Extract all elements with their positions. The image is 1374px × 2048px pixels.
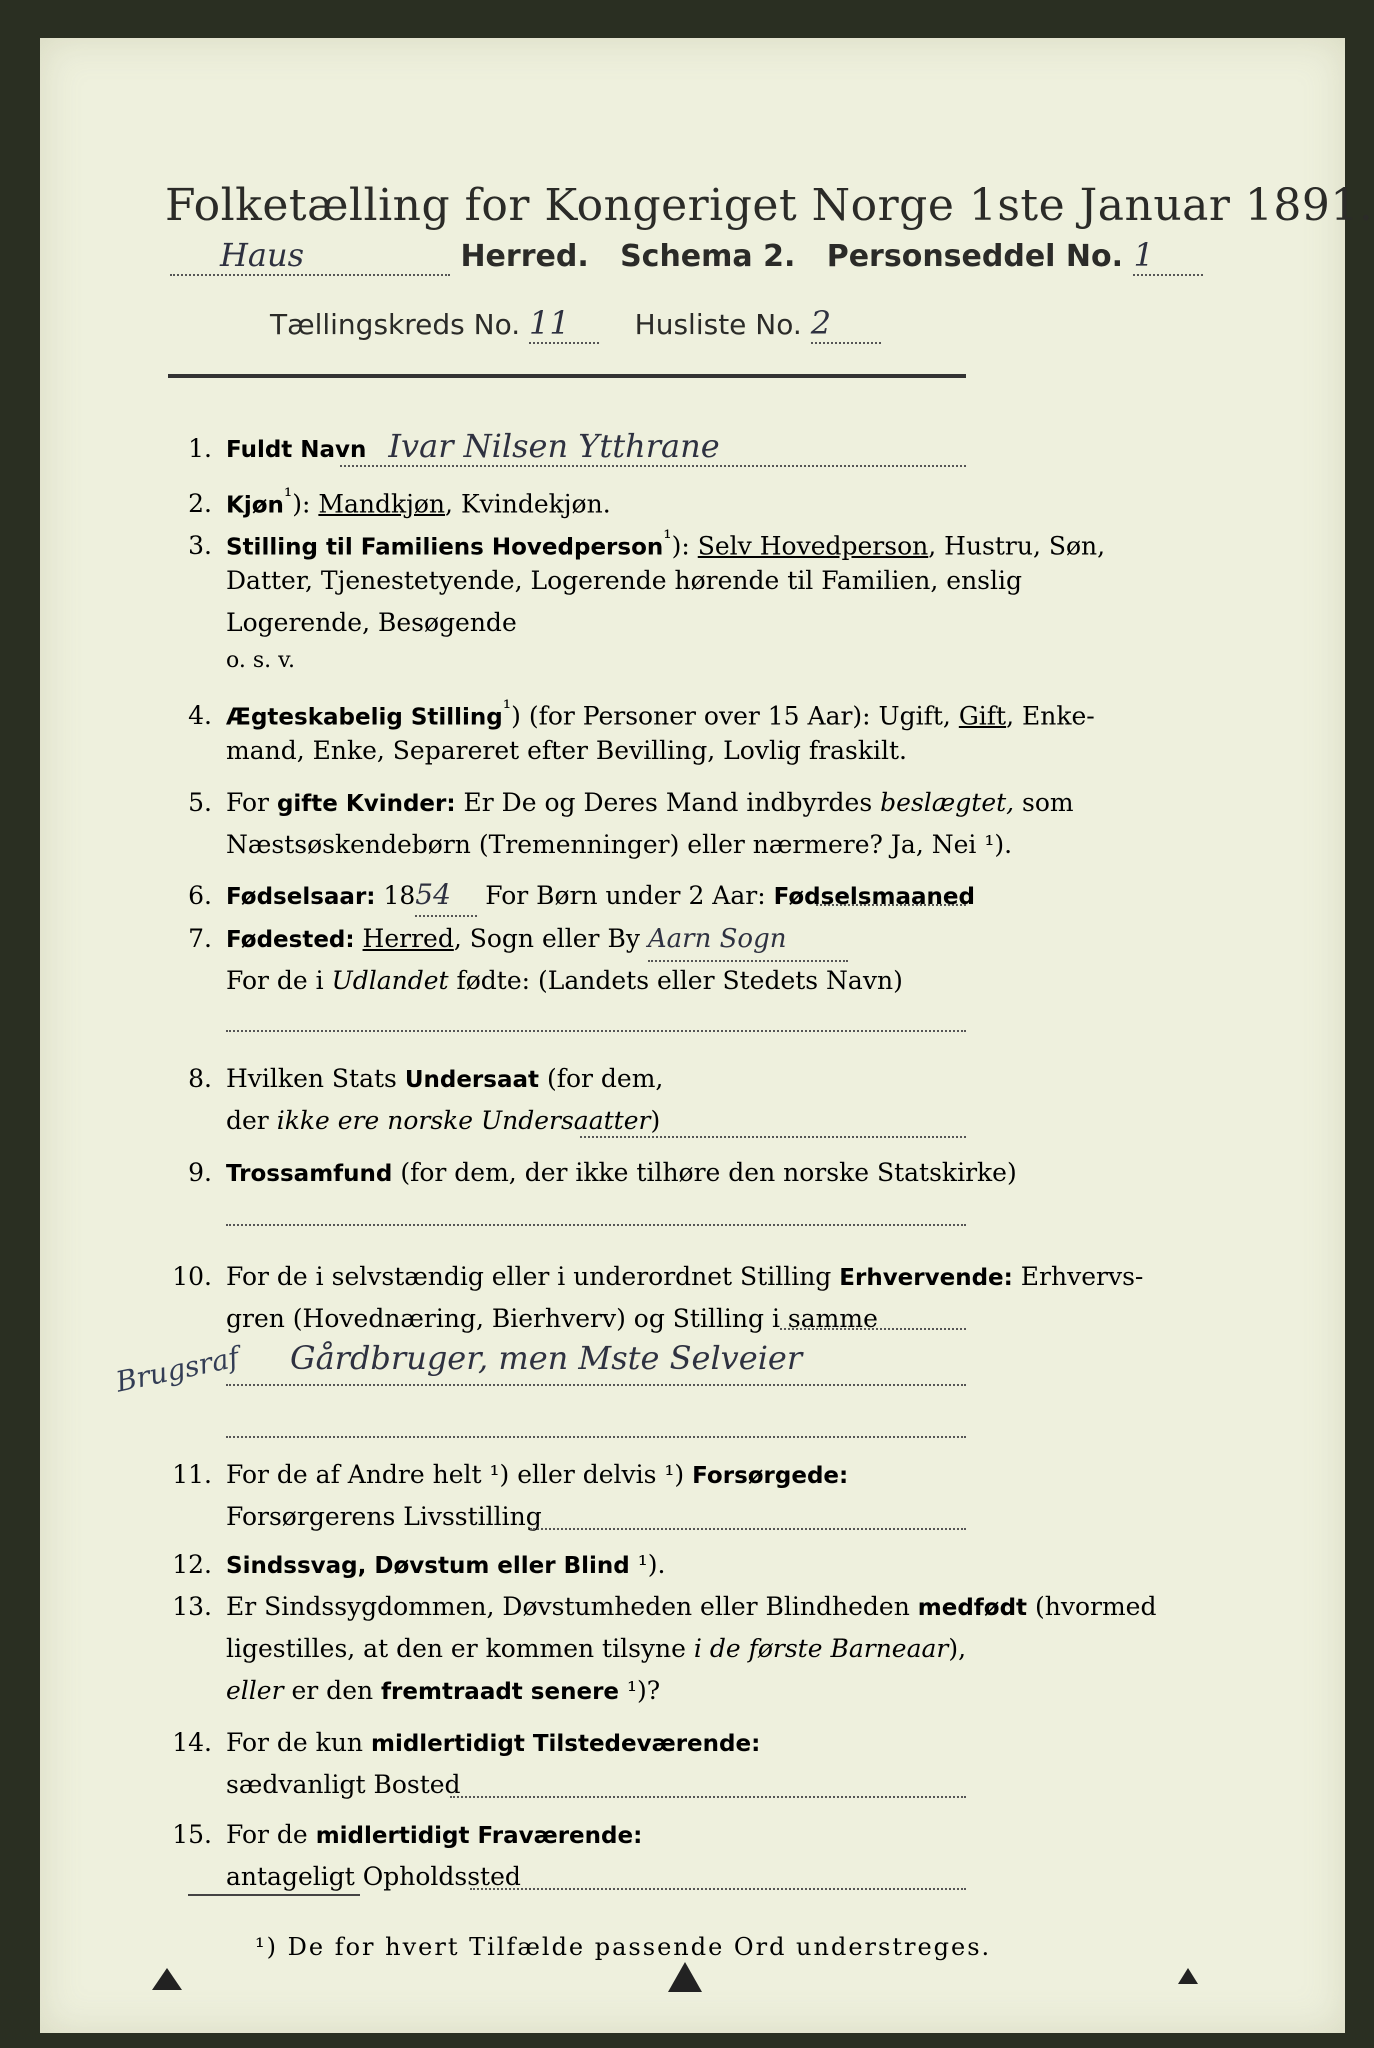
item-9	[150, 1152, 1017, 1195]
item-number: 4.	[188, 701, 212, 731]
item-label: gifte Kvinder:	[276, 791, 456, 817]
item-text: For de i selvstændig eller i underordnet Stilling	[226, 1262, 840, 1291]
answer-line	[780, 1328, 966, 1330]
answer-line	[450, 1796, 966, 1798]
item-number: 10.	[172, 1262, 212, 1291]
item-10-line-3	[290, 1338, 1105, 1381]
corner-mark	[152, 1968, 182, 1990]
item-text: (for dem, der ikke tilhøre den norske Statskirke)	[392, 1158, 1017, 1187]
underlined-option: Selv Hovedperson	[697, 531, 929, 561]
schema-label: Schema 2.	[620, 239, 796, 274]
item-number: 7.	[188, 924, 212, 953]
item-text: ) (for Personer over 15 Aar): Ugift,	[511, 701, 959, 731]
item-text: ligestilles, at den er kommen tilsyne	[226, 1634, 694, 1663]
husliste-number: 2	[811, 304, 881, 344]
item-5-line-2: Næstsøskendebørn (Tremenninger) eller nærmere? Ja, Nei ¹).	[226, 830, 1013, 859]
answer-line	[226, 1384, 966, 1386]
answer-line	[340, 465, 966, 467]
item-label: Fødselsmaaned	[773, 884, 975, 910]
item-14-line-2: sædvanligt Bosted	[226, 1770, 461, 1799]
item-13-line-2	[226, 1628, 1041, 1669]
item-label: Sindssvag, Døvstum eller Blind	[226, 1553, 630, 1579]
item-12	[150, 1544, 965, 1587]
header-line-herred	[170, 236, 1203, 276]
kreds-label: Tællingskreds No.	[270, 308, 521, 341]
item-text: For de kun	[226, 1728, 371, 1757]
item-10	[150, 1256, 1144, 1299]
item-13-line-3	[226, 1670, 1041, 1713]
answer-line	[580, 1136, 966, 1138]
item-label: Undersaat	[404, 1067, 539, 1093]
center-mark	[668, 1962, 702, 1992]
answer-line	[226, 1436, 966, 1438]
item-8	[150, 1058, 965, 1101]
item-label: Fuldt Navn	[226, 437, 367, 463]
item-number: 2.	[188, 489, 212, 519]
item-text: som	[1014, 788, 1074, 817]
footnote-rule	[188, 1894, 360, 1896]
underlined-option: Mandkjøn	[318, 489, 446, 519]
italic-text: ikke ere norske Undersaatter	[276, 1106, 651, 1135]
item-text: , Sogn eller By	[453, 924, 640, 953]
occupation-answer: Gårdbruger, men Mste Selveier	[290, 1339, 803, 1377]
item-4-line-2: mand, Enke, Separeret efter Bevilling, Lovlig fraskilt.	[226, 736, 907, 765]
item-label: Kjøn	[226, 492, 284, 519]
husliste-label: Husliste No.	[634, 308, 802, 341]
item-15-line-2: antageligt Opholdssted	[226, 1862, 521, 1891]
item-text: er den	[283, 1676, 382, 1705]
item-14	[150, 1722, 965, 1765]
item-3-line-2: Datter, Tjenestetyende, Logerende hørende til Familien, enslig	[226, 566, 1023, 595]
italic-text: eller	[226, 1676, 284, 1705]
item-text: 18	[375, 881, 416, 910]
answer-line	[530, 1528, 966, 1530]
item-number: 15.	[172, 1820, 212, 1849]
item-label: medfødt	[917, 1595, 1028, 1621]
census-form-page	[40, 38, 1374, 2033]
item-text: Hvilken Stats	[226, 1064, 405, 1093]
item-text: ):	[671, 531, 698, 561]
item-number: 3.	[188, 531, 212, 561]
kreds-number: 11	[529, 304, 599, 344]
margin-note: Brugsraf	[112, 1340, 242, 1399]
item-text: fødte: (Landets eller Stedets Navn)	[448, 966, 903, 995]
item-number: 9.	[188, 1158, 212, 1187]
item-text: (hvormed	[1027, 1592, 1157, 1621]
footnote-ref: ¹	[283, 484, 293, 508]
item-number: 1.	[188, 434, 212, 463]
item-11-line-2: Forsørgerens Livsstilling	[226, 1502, 542, 1531]
item-11	[150, 1454, 965, 1497]
item-number: 14.	[172, 1728, 212, 1757]
full-name-answer: Ivar Nilsen Ytthrane	[388, 427, 720, 465]
item-number: 8.	[188, 1064, 212, 1093]
header-line-kreds	[270, 304, 881, 344]
personseddel-number: 1	[1133, 236, 1203, 276]
birth-year-answer: 54	[415, 874, 477, 917]
italic-text: Udlandet	[331, 966, 449, 995]
footnote-ref: ¹	[663, 526, 672, 550]
item-text: (for dem,	[539, 1064, 664, 1093]
item-13	[150, 1586, 1157, 1629]
item-label: Trossamfund	[226, 1161, 393, 1187]
herred-label: Herred.	[460, 239, 589, 274]
item-text: For Børn under 2 Aar:	[477, 881, 774, 910]
item-text: For de i	[226, 966, 332, 995]
item-number: 5.	[188, 788, 212, 817]
form-title: Folketælling for Kongeriget Norge 1ste Januar 1891.	[165, 180, 1374, 231]
item-text: der	[226, 1106, 277, 1135]
answer-line	[226, 1224, 966, 1226]
footnote-ref: ¹	[502, 696, 512, 720]
item-text: , Kvindekjøn.	[445, 489, 611, 519]
item-number: 12.	[172, 1550, 212, 1579]
header-rule	[168, 374, 966, 378]
item-7	[150, 918, 965, 962]
item-number: 13.	[172, 1592, 212, 1621]
underlined-option: Gift	[958, 701, 1007, 731]
item-7-line-2	[226, 960, 1041, 1001]
item-text: ):	[292, 489, 319, 519]
item-5	[150, 782, 1074, 825]
item-text: ¹).	[629, 1550, 666, 1579]
answer-line	[816, 904, 966, 906]
answer-line	[470, 1888, 966, 1890]
item-text: Er De og Deres Mand indbyrdes	[455, 788, 881, 817]
item-8-line-2	[226, 1100, 1041, 1141]
item-3-line-4: o. s. v.	[226, 648, 295, 673]
corner-mark	[1178, 1968, 1198, 1984]
item-label: Stilling til Familiens Hovedperson	[226, 534, 664, 561]
item-text: , Enke-	[1006, 701, 1095, 731]
item-3-line-3: Logerende, Besøgende	[226, 608, 517, 637]
item-label: Ægteskabelig Stilling	[226, 704, 503, 731]
item-15	[150, 1814, 965, 1857]
italic-text: i de første Barneaar	[693, 1634, 949, 1663]
item-text: For de	[226, 1820, 316, 1849]
personseddel-label: Personseddel No.	[826, 239, 1124, 274]
item-number: 11.	[172, 1460, 212, 1489]
item-text: )	[650, 1106, 661, 1135]
answer-line	[226, 1030, 966, 1032]
item-text: For	[226, 788, 277, 817]
herred-handwritten: Haus	[170, 236, 450, 276]
birthplace-answer: Aarn Sogn	[648, 919, 848, 962]
underlined-option: Herred	[362, 924, 454, 953]
item-label: fremtraadt senere	[381, 1679, 620, 1705]
italic-text: beslægtet,	[880, 788, 1015, 817]
item-label: Fødselsaar:	[226, 884, 376, 910]
item-label: midlertidigt Tilstedeværende:	[370, 1731, 761, 1757]
item-label: Fødested:	[226, 927, 355, 953]
item-text: Erhvervs-	[1012, 1262, 1144, 1291]
footnote: ¹) De for hvert Tilfælde passende Ord understreges.	[255, 1933, 992, 1961]
item-number: 6.	[188, 881, 212, 910]
item-label: midlertidigt Fraværende:	[315, 1823, 643, 1849]
item-text: Er Sindssygdommen, Døvstumheden eller Blindheden	[226, 1592, 918, 1621]
item-text: ),	[948, 1634, 967, 1663]
item-label: Erhvervende:	[839, 1265, 1013, 1291]
item-text: For de af Andre helt ¹) eller delvis ¹)	[226, 1460, 693, 1489]
item-10-line-2: gren (Hovednæring, Bierhverv) og Stilling i samme	[226, 1304, 878, 1333]
item-label: Forsørgede:	[692, 1463, 849, 1489]
item-6	[150, 874, 975, 918]
item-text: ¹)?	[619, 1676, 661, 1705]
item-text: , Hustru, Søn,	[928, 531, 1106, 561]
